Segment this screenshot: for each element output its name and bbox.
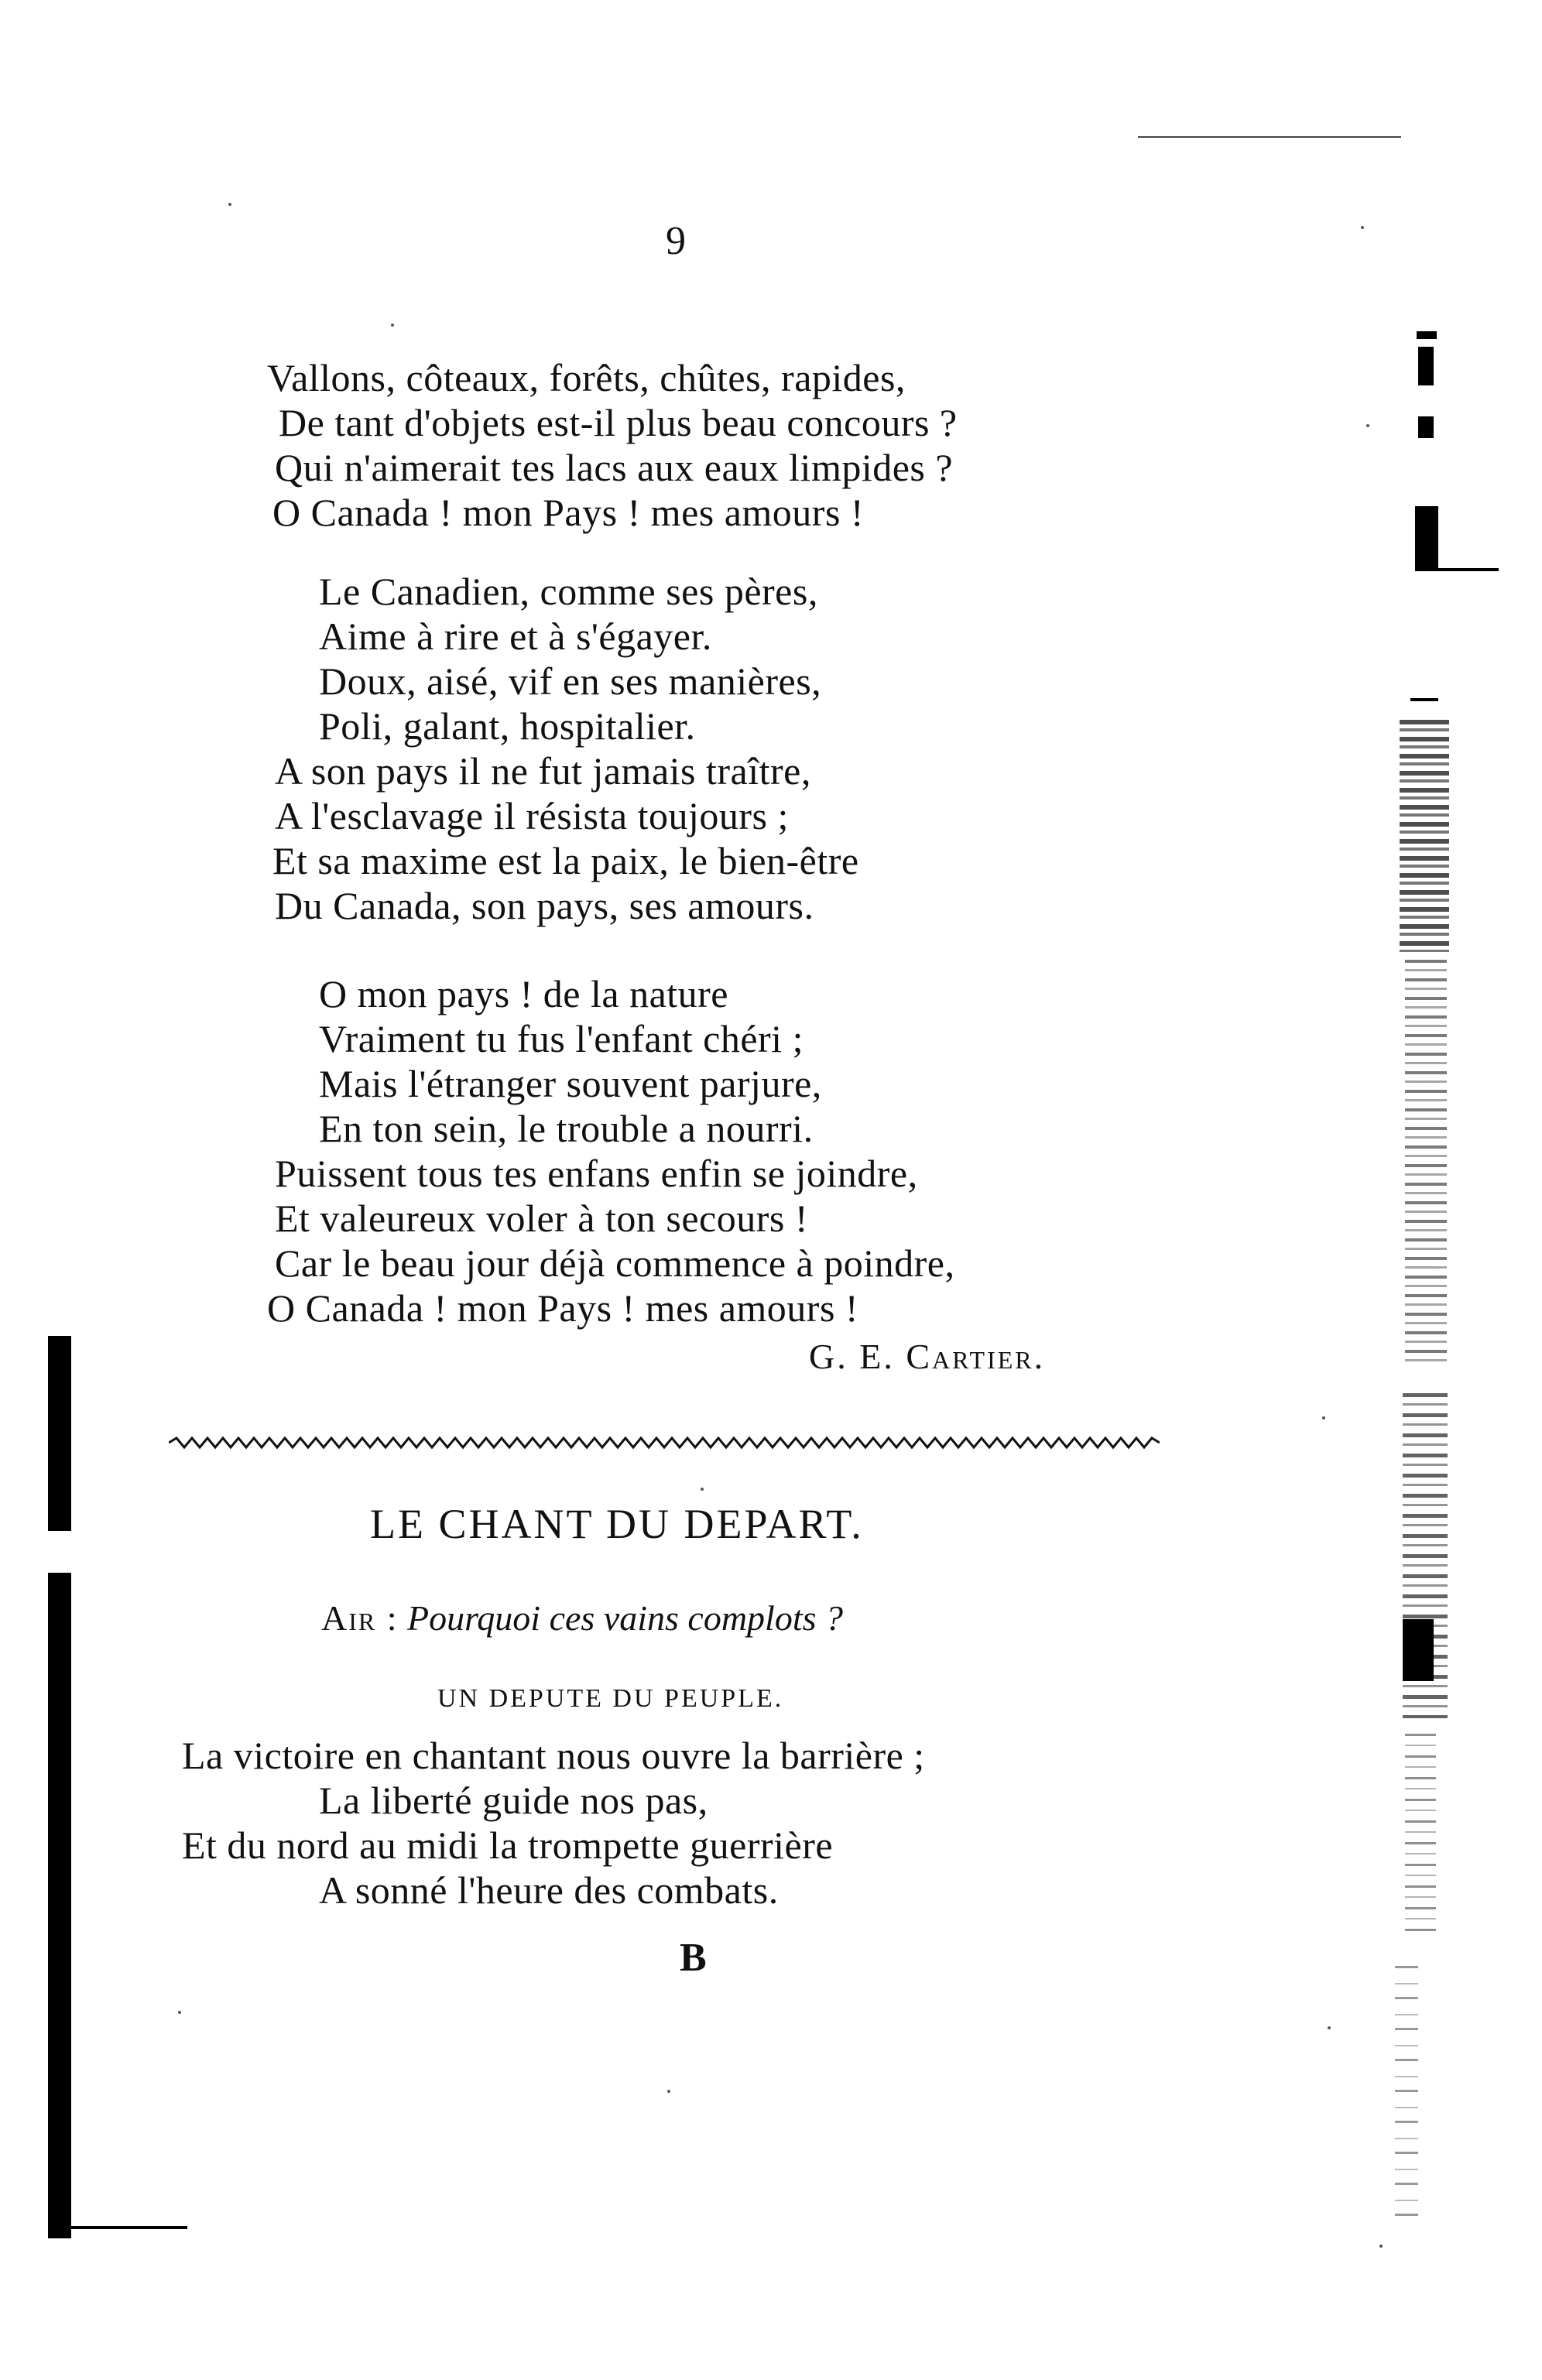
verse-line: En ton sein, le trouble a nourri. — [319, 1107, 814, 1150]
wavy-rule-divider — [169, 1432, 1160, 1454]
speaker-label: UN DEPUTE DU PEUPLE. — [437, 1684, 784, 1713]
author-signature: G. E. Cartier. — [809, 1337, 1046, 1376]
verse-line: O Canada ! mon Pays ! mes amours ! — [272, 491, 865, 534]
speck — [1322, 1416, 1325, 1419]
verse-line: A son pays il ne fut jamais traître, — [275, 749, 811, 793]
verse-line: De tant d'objets est-il plus beau concours ? — [279, 401, 958, 444]
verse-line: Et sa maxime est la paix, le bien-être — [272, 839, 859, 882]
verse-line: O Canada ! mon Pays ! mes amours ! — [267, 1286, 859, 1330]
speck — [1366, 424, 1369, 427]
verse-line: Le Canadien, comme ses pères, — [319, 570, 818, 613]
speck — [1361, 226, 1364, 229]
left-margin-scan-bar — [48, 1573, 71, 2238]
verse-line: Puissent tous tes enfans enfin se joindre, — [275, 1152, 918, 1195]
verse-line: Et valeureux voler à ton secours ! — [275, 1197, 808, 1240]
speck — [391, 324, 394, 327]
verse-line: Mais l'étranger souvent parjure, — [319, 1062, 822, 1105]
page-number: 9 — [666, 219, 686, 263]
air-title: Pourquoi ces vains complots ? — [407, 1598, 844, 1638]
verse-line: Aime à rire et à s'égayer. — [319, 615, 712, 658]
verse-line: Vraiment tu fus l'enfant chéri ; — [319, 1017, 804, 1060]
verse-line: A sonné l'heure des combats. — [319, 1868, 779, 1912]
top-rule-fragment — [1138, 136, 1401, 138]
speck — [178, 2011, 181, 2014]
verse-line: Et du nord au midi la trompette guerrière — [182, 1824, 834, 1867]
verse-line: Vallons, côteaux, forêts, chûtes, rapides, — [267, 356, 906, 399]
speck — [1328, 2026, 1331, 2029]
verse-line: Car le beau jour déjà commence à poindre, — [275, 1241, 955, 1285]
verse-line: A l'esclavage il résista toujours ; — [275, 794, 789, 837]
speck — [701, 1488, 704, 1491]
printer-signature-mark: B — [680, 1936, 707, 1980]
speck — [667, 2090, 670, 2093]
verse-line: La liberté guide nos pas, — [319, 1779, 708, 1822]
verse-line: Qui n'aimerait tes lacs aux eaux limpides ? — [275, 446, 954, 489]
verse-line: La victoire en chantant nous ouvre la barrière ; — [182, 1734, 925, 1777]
verse-line: Du Canada, son pays, ses amours. — [275, 884, 814, 927]
speck — [228, 203, 231, 206]
verse-line: O mon pays ! de la nature — [319, 972, 729, 1015]
verse-line: Doux, aisé, vif en ses manières, — [319, 659, 822, 703]
speck — [1379, 2245, 1383, 2248]
left-margin-scan-bar — [48, 1336, 71, 1531]
verse-line: Poli, galant, hospitalier. — [319, 704, 696, 748]
air-label: Air : — [321, 1598, 399, 1638]
song-title: LE CHANT DU DEPART. — [370, 1501, 864, 1547]
left-margin-scan-bar — [48, 2226, 187, 2229]
air-line — [321, 1598, 843, 1639]
